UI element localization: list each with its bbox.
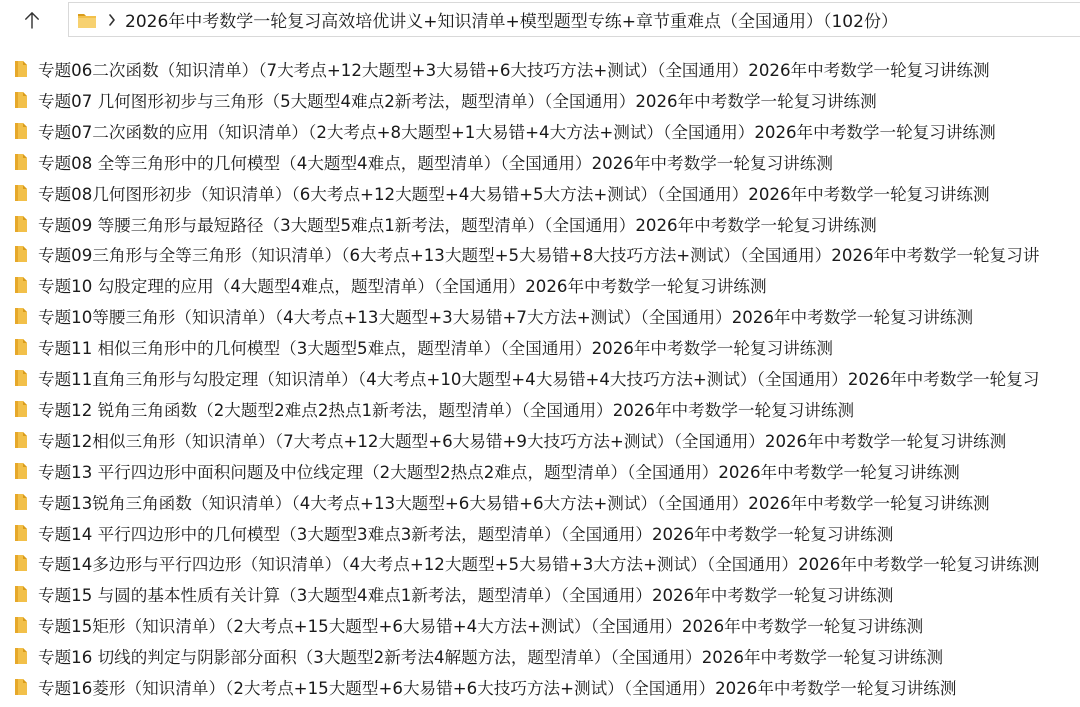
file-name: 专题15矩形（知识清单）（2大考点+15大题型+6大易错+4大方法+测试）（全国通用）2026年中考数学一轮复习讲练测 [38, 617, 924, 637]
file-name: 专题14多边形与平行四边形（知识清单）（4大考点+12大题型+5大易错+3大方法+测试）（全国通用）2026年中考数学一轮复习讲练测 [38, 555, 1040, 575]
pdf-file-icon [14, 554, 34, 572]
pdf-file-icon [14, 400, 34, 418]
pdf-file-icon [14, 307, 34, 325]
pdf-file-icon [14, 462, 34, 480]
pdf-file-icon [14, 585, 34, 603]
file-row[interactable] [0, 672, 1080, 702]
file-name: 专题10 勾股定理的应用（4大题型4难点，题型清单）（全国通用）2026年中考数学一轮复习讲练测 [38, 277, 767, 297]
file-row[interactable] [0, 456, 1080, 486]
file-row[interactable] [0, 579, 1080, 609]
file-row[interactable] [0, 363, 1080, 393]
chevron-right-icon[interactable] [105, 14, 119, 26]
pdf-file-icon [14, 245, 34, 263]
file-name: 专题09 等腰三角形与最短路径（3大题型5难点1新考法，题型清单）（全国通用）2026年中考数学一轮复习讲练测 [38, 215, 877, 235]
file-name: 专题12 锐角三角函数（2大题型2难点2热点1新考法，题型清单）（全国通用）2026年中考数学一轮复习讲练测 [38, 400, 855, 420]
pdf-file-icon [14, 276, 34, 294]
pdf-file-icon [14, 524, 34, 542]
file-name: 专题08几何图形初步（知识清单）（6大考点+12大题型+4大易错+5大方法+测试）（全国通用）2026年中考数学一轮复习讲练测 [38, 184, 990, 204]
address-path-text: 2026年中考数学一轮复习高效培优讲义+知识清单+模型题型专练+章节重难点（全国通用）（102份） [125, 12, 898, 32]
file-row[interactable] [0, 610, 1080, 640]
file-name: 专题07 几何图形初步与三角形（5大题型4难点2新考法，题型清单）（全国通用）2026年中考数学一轮复习讲练测 [38, 91, 877, 111]
file-row[interactable] [0, 54, 1080, 84]
file-name: 专题15 与圆的基本性质有关计算（3大题型4难点1新考法，题型清单）（全国通用）2026年中考数学一轮复习讲练测 [38, 586, 894, 606]
file-name: 专题11直角三角形与勾股定理（知识清单）（4大考点+10大题型+4大易错+4大技巧方法+测试）（全国通用）2026年中考数学一轮复习 [38, 370, 1040, 389]
address-bar [0, 0, 1080, 40]
pdf-file-icon [14, 369, 34, 387]
up-arrow-icon [24, 10, 40, 30]
folder-icon [77, 10, 99, 30]
file-row[interactable] [0, 425, 1080, 455]
pdf-file-icon [14, 493, 34, 511]
file-name: 专题13锐角三角函数（知识清单）（4大考点+13大题型+6大易错+6大方法+测试）（全国通用）2026年中考数学一轮复习讲练测 [38, 493, 990, 513]
file-row[interactable] [0, 332, 1080, 362]
pdf-file-icon [14, 215, 34, 233]
file-name: 专题13 平行四边形中面积问题及中位线定理（2大题型2热点2难点，题型清单）（全国通用）2026年中考数学一轮复习讲练测 [38, 462, 960, 482]
file-name: 专题06二次函数（知识清单）（7大考点+12大题型+3大易错+6大技巧方法+测试）（全国通用）2026年中考数学一轮复习讲练测 [38, 61, 990, 80]
file-name: 专题11 相似三角形中的几何模型（3大题型5难点，题型清单）（全国通用）2026年中考数学一轮复习讲练测 [38, 339, 833, 359]
file-name: 专题10等腰三角形（知识清单）（4大考点+13大题型+3大易错+7大方法+测试）（全国通用）2026年中考数学一轮复习讲练测 [38, 308, 974, 328]
file-name: 专题16 切线的判定与阴影部分面积（3大题型2新考法4解题方法，题型清单）（全国通用）2026年中考数学一轮复习讲练测 [38, 648, 944, 668]
pdf-file-icon [14, 678, 34, 696]
pdf-file-icon [14, 338, 34, 356]
pdf-file-icon [14, 122, 34, 140]
file-name: 专题09三角形与全等三角形（知识清单）（6大考点+13大题型+5大易错+8大技巧方法+测试）（全国通用）2026年中考数学一轮复习讲 [38, 246, 1040, 266]
file-row[interactable] [0, 394, 1080, 424]
file-row[interactable] [0, 147, 1080, 177]
file-row[interactable] [0, 239, 1080, 269]
pdf-file-icon [14, 647, 34, 665]
file-row[interactable] [0, 178, 1080, 208]
pdf-file-icon [14, 431, 34, 449]
file-name: 专题07二次函数的应用（知识清单）（2大考点+8大题型+1大易错+4大方法+测试）（全国通用）2026年中考数学一轮复习讲练测 [38, 122, 996, 142]
file-name: 专题16菱形（知识清单）（2大考点+15大题型+6大易错+6大技巧方法+测试）（全国通用）2026年中考数学一轮复习讲练测 [38, 679, 957, 698]
pdf-file-icon [14, 60, 34, 78]
file-row[interactable] [0, 85, 1080, 115]
file-name: 专题12相似三角形（知识清单）（7大考点+12大题型+6大易错+9大技巧方法+测试）（全国通用）2026年中考数学一轮复习讲练测 [38, 431, 1007, 451]
file-list [0, 54, 1080, 707]
pdf-file-icon [14, 616, 34, 634]
file-row[interactable] [0, 270, 1080, 300]
pdf-file-icon [14, 153, 34, 171]
pdf-file-icon [14, 91, 34, 109]
file-row[interactable] [0, 301, 1080, 331]
file-row[interactable] [0, 487, 1080, 517]
file-row[interactable] [0, 641, 1080, 671]
file-name: 专题14 平行四边形中的几何模型（3大题型3难点3新考法，题型清单）（全国通用）2026年中考数学一轮复习讲练测 [38, 524, 894, 544]
file-name: 专题08 全等三角形中的几何模型（4大题型4难点，题型清单）（全国通用）2026年中考数学一轮复习讲练测 [38, 153, 833, 173]
file-row[interactable] [0, 116, 1080, 146]
address-path-box[interactable] [68, 2, 1080, 37]
file-row[interactable] [0, 548, 1080, 578]
up-button[interactable] [0, 0, 40, 40]
file-row[interactable] [0, 209, 1080, 239]
file-row[interactable] [0, 518, 1080, 548]
pdf-file-icon [14, 184, 34, 202]
